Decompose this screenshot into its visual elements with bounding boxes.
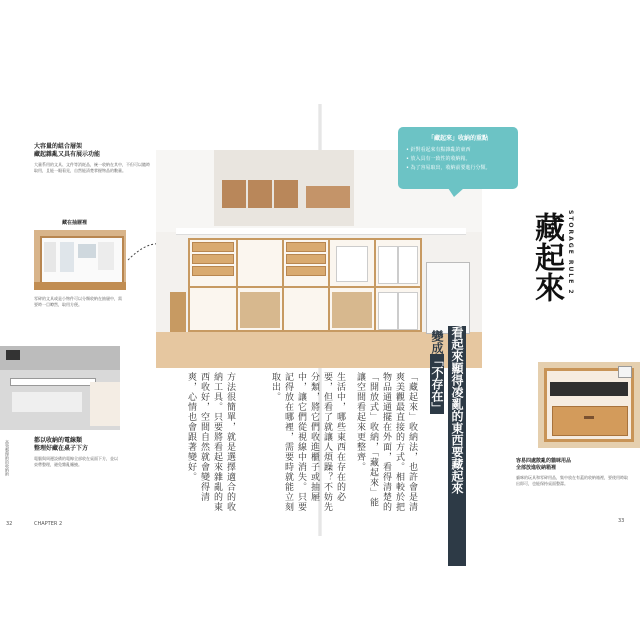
chapter-label: CHAPTER 2 [34, 521, 63, 527]
info-box-title: 「藏起來」收納的重點 [427, 135, 488, 142]
caption-body: 貓咪的玩具和零碎用品，集中放在有蓋的收納箱裡，要使用時取出即可，也能保持桌面整潔。 [516, 475, 628, 486]
info-box-item: • 針對看起來有點雜亂的東西 [406, 147, 471, 153]
caption-title-line2: 全部放進收納箱裡 [516, 465, 557, 471]
info-box [398, 127, 518, 189]
spine-text: 高效整理術的收納術 [5, 440, 10, 476]
left-page-number: 32 [6, 521, 13, 527]
cable-photo [0, 346, 120, 430]
subtitle-line1: 看起來顯得凌亂的東西要藏起來 [448, 326, 466, 566]
callout-cables [34, 437, 120, 468]
big-title: 藏起來 [529, 212, 564, 302]
callout2-body: 電腦與周邊設備的電線全部收在桌面下方，並以束帶整理，避免雜亂纏繞。 [34, 456, 118, 467]
inset-caption: 零碎的文具或是小物件可以分類收納在抽屜中，需要時一目瞭然，取用方便。 [34, 296, 122, 307]
subtitle-line2: 變成「不存在」 [430, 330, 444, 414]
inset-label: 藏在抽屜裡 [62, 220, 88, 226]
info-box-pointer [448, 188, 464, 198]
rule-label: STORAGE RULE 2 [567, 210, 574, 296]
right-page-number: 33 [618, 518, 625, 524]
callout2-title-line1: 都以收納的電線類 [34, 437, 83, 444]
callout2-title-line2: 整理好藏在桌子下方 [34, 445, 89, 452]
info-box-item: • 為了容易取出，收納前要進行分類。 [406, 165, 491, 171]
info-box-item: • 放入具有一致性的收納箱。 [406, 156, 471, 162]
subtitle-highlight: 「不存在」 [430, 354, 444, 414]
body-column-1: 「藏起來」收納法，也許會是清爽美觀最直接的方式。相較於把物品通通擺在外面，看得清楚的「開放式」收納，「藏起來」能讓空間看起來更整齊。 [355, 372, 417, 512]
drawer-inset-photo [34, 230, 126, 290]
callout-body: 大量系用的文具、文件等消耗品，統一收納在其中，不但可以隨時取用，且能一眼看見，自然能清楚掌握物品的數量。 [34, 162, 150, 173]
callout-storage-shelf [34, 143, 152, 174]
caption-title-line1: 容易四處散亂的貓咪用品 [516, 458, 572, 464]
callout-title-line2: 藏起雜亂又具有展示功能 [34, 151, 101, 158]
callout-title-line1: 大容量的組合層架 [34, 143, 83, 150]
body-column-3: 生活中，哪些東西在存在的必要，但看了就讓人煩躁？不妨先分類，將它們收進櫃子或抽屜中，讓它們從視線中消失。只要記得放在哪裡，需要時就能立刻取出。 [270, 372, 345, 512]
cat-supplies-photo [538, 362, 640, 448]
cat-supplies-caption [516, 458, 628, 487]
body-column-4: 方法很簡單，就是選擇適合的收納工具。只要將看起來雜亂的東西收好，空間自然就會變得清爽，心情也會跟著變好。 [186, 372, 235, 512]
